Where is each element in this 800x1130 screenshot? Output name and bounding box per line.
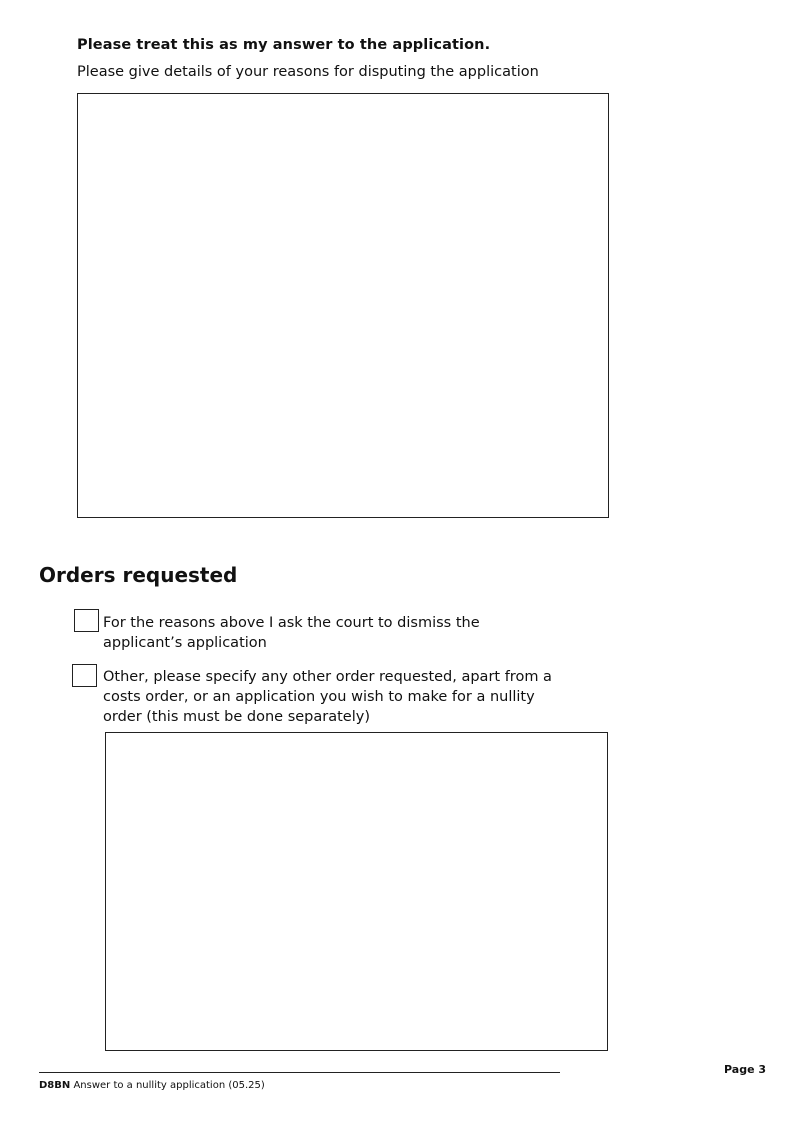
footer-form-reference xyxy=(39,1080,265,1091)
footer-form-title: Answer to a nullity application (05.25) xyxy=(73,1080,265,1091)
other-order-label: Other, please specify any other order requested, apart from a costs order, or an application you wish to make for a nullity order (this must be done separately) xyxy=(103,669,552,725)
footer-form-code: D8BN xyxy=(39,1080,71,1091)
footer-divider xyxy=(39,1072,560,1073)
dismiss-application-checkbox[interactable] xyxy=(74,609,99,632)
other-order-checkbox[interactable] xyxy=(72,664,97,687)
answer-statement: Please treat this as my answer to the application. xyxy=(77,37,491,53)
dismiss-application-label: For the reasons above I ask the court to dismiss the applicant’s application xyxy=(103,615,480,651)
reasons-text-area[interactable] xyxy=(77,93,609,518)
page-number: Page 3 xyxy=(724,1063,767,1076)
section-heading-orders: Orders requested xyxy=(39,563,238,587)
reasons-prompt: Please give details of your reasons for disputing the application xyxy=(77,64,539,80)
other-order-text-area[interactable] xyxy=(105,732,608,1051)
